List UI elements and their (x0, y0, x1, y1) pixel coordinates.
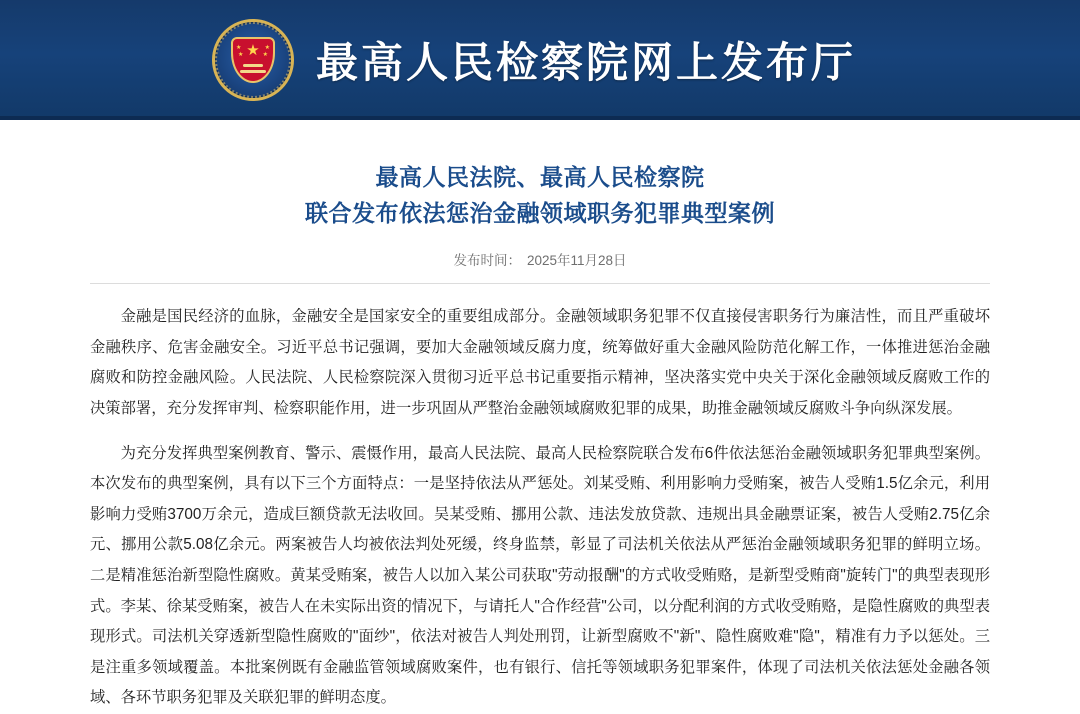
publish-meta (90, 249, 990, 269)
article-title-line-2: 联合发布依法惩治金融领域职务犯罪典型案例 (305, 199, 775, 226)
site-title: 最高人民检察院网上发布厅 (315, 41, 856, 87)
masthead-inner (212, 19, 856, 101)
emblem-bar-lower (240, 70, 266, 73)
meta-divider (90, 283, 990, 284)
emblem-small-stars: ★ ★ ★ ★ (235, 45, 270, 58)
site-masthead (0, 0, 1080, 120)
publish-time-label: 发布时间： (453, 253, 521, 269)
page-body (0, 120, 1080, 714)
procuratorate-emblem-icon (212, 19, 294, 101)
article (90, 120, 990, 714)
article-title-line-1: 最高人民法院、最高人民检察院 (375, 164, 705, 190)
publish-time-value: 2025年11月28日 (526, 253, 627, 269)
article-paragraph-2: 为充分发挥典型案例教育、警示、震慑作用，最高人民法院、最高人民检察院联合发布6件依法惩治金融领域职务犯罪典型案例。本次发布的典型案例，具有以下三个方面特点：一是坚持依法从严惩处。刘某受贿、利用影响力受贿案，被告人受贿1.5亿余元，利用影响力受贿3700万余元，造成巨额贷款无法收回。吴某受贿、挪用公款、违法发放贷款、违规出具金融票证案，被告人受贿2.75亿余元、挪用公款5.08亿余元。两案被告人均被依法判处死缓，终身监禁，彰显了司法机关依法从严惩治金融领域职务犯罪的鲜明立场。二是精准惩治新型隐性腐败。黄某受贿案，被告人以加入某公司获取"劳动报酬"的方式收受贿赂，是新型受贿商"旋转门"的典型表现形式。李某、徐某受贿案，被告人在未实际出资的情况下，与请托人"合作经营"公司，以分配利润的方式收受贿赂，是隐性腐败的典型表现形式。司法机关穿透新型隐性腐败的"面纱"，依法对被告人判处刑罚，让新型腐败不"新"、隐性腐败难"隐"，精准有力予以惩处。三是注重多领域覆盖。本批案例既有金融监管领域腐败案件，也有银行、信托等领域职务犯罪案件，体现了司法机关依法惩处金融各领域、各环节职务犯罪及关联犯罪的鲜明态度。 (90, 444, 990, 707)
article-body (90, 302, 990, 714)
emblem-bar-upper (243, 64, 263, 67)
article-paragraph-1: 金融是国民经济的血脉，金融安全是国家安全的重要组成部分。金融领域职务犯罪不仅直接侵害职务行为廉洁性，而且严重破坏金融秩序、危害金融安全。习近平总书记强调，要加大金融领域反腐力度，统筹做好重大金融风险防范化解工作，一体推进惩治金融腐败和防控金融风险。人民法院、人民检察院深入贯彻习近平总书记重要指示精神，坚决落实党中央关于深化金融领域反腐败工作的决策部署，充分发挥审判、检察职能作用，进一步巩固从严整治金融领域腐败犯罪的成果，助推金融领域反腐败斗争向纵深发展。 (90, 308, 990, 418)
page-title (90, 160, 990, 231)
emblem-star-icon: ★ (246, 42, 260, 59)
